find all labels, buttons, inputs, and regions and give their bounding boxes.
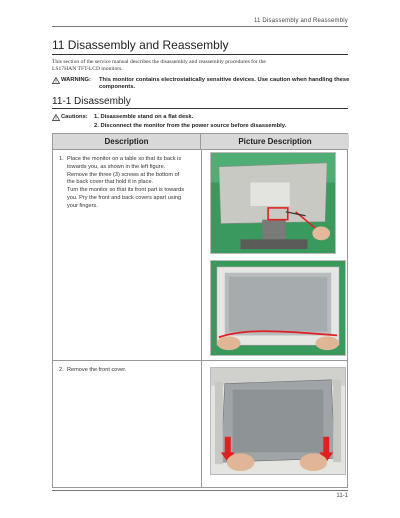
intro-line: This section of the service manual describes the disassembly and reassembly procedures for the — [52, 59, 266, 65]
step-line: the back cover that hold it in place. — [67, 179, 154, 186]
picture-header: Picture Description — [201, 134, 349, 149]
section-title: 11-1 Disassembly — [52, 96, 131, 107]
row-divider — [53, 360, 347, 361]
description-header: Description — [53, 134, 201, 149]
step-number: 1. — [59, 156, 64, 162]
chapter-title: 11 Disassembly and Reassembly — [52, 38, 229, 52]
photo-remove-front-cover — [210, 367, 346, 475]
step-2 — [59, 367, 197, 375]
caution-triangle-icon — [52, 114, 60, 121]
column-divider — [201, 149, 202, 487]
step-line: Remove the front cover. — [67, 367, 127, 373]
caution-item: 2. Disconnect the monitor from the power source before disassembly. — [94, 123, 287, 129]
step-line: Place the monitor on a table so that its back is — [67, 156, 182, 162]
step-number: 2. — [59, 367, 64, 373]
row-divider — [53, 149, 347, 150]
page-number: 11-1 — [336, 493, 348, 499]
caution-item: 1. Disassemble stand on a flat desk. — [94, 114, 194, 120]
step-line: your fingers. — [67, 202, 98, 209]
cautions-list — [94, 113, 344, 131]
section-rule — [52, 108, 348, 109]
cautions-label: Cautions: — [61, 114, 88, 120]
photo-pry-covers — [210, 260, 346, 356]
step-line: Remove the three (3) screws at the bottom of — [67, 171, 180, 178]
warning-triangle-icon — [52, 77, 60, 84]
warning-label: WARNING: — [61, 77, 91, 83]
header-rule — [52, 26, 348, 27]
intro-paragraph — [52, 59, 348, 73]
footer-rule — [52, 490, 348, 491]
procedure-table — [52, 133, 348, 488]
step-line: you. Pry the front and back covers apart using — [67, 194, 182, 201]
step-line: Turn the monitor so that its front part is towards — [67, 187, 184, 194]
warning-text: This monitor contains electrostatically sensitive devices. Use caution when handling these components. — [99, 77, 350, 90]
step-1 — [59, 156, 197, 211]
running-header: 11 Disassembly and Reassembly — [253, 18, 348, 24]
intro-line: LS17HAN TFT-LCD monitors. — [52, 66, 123, 72]
step-line: towards you, as shown in the left figure. — [67, 163, 166, 170]
chapter-rule — [52, 54, 348, 55]
photo-back-cover-screws — [210, 152, 336, 254]
